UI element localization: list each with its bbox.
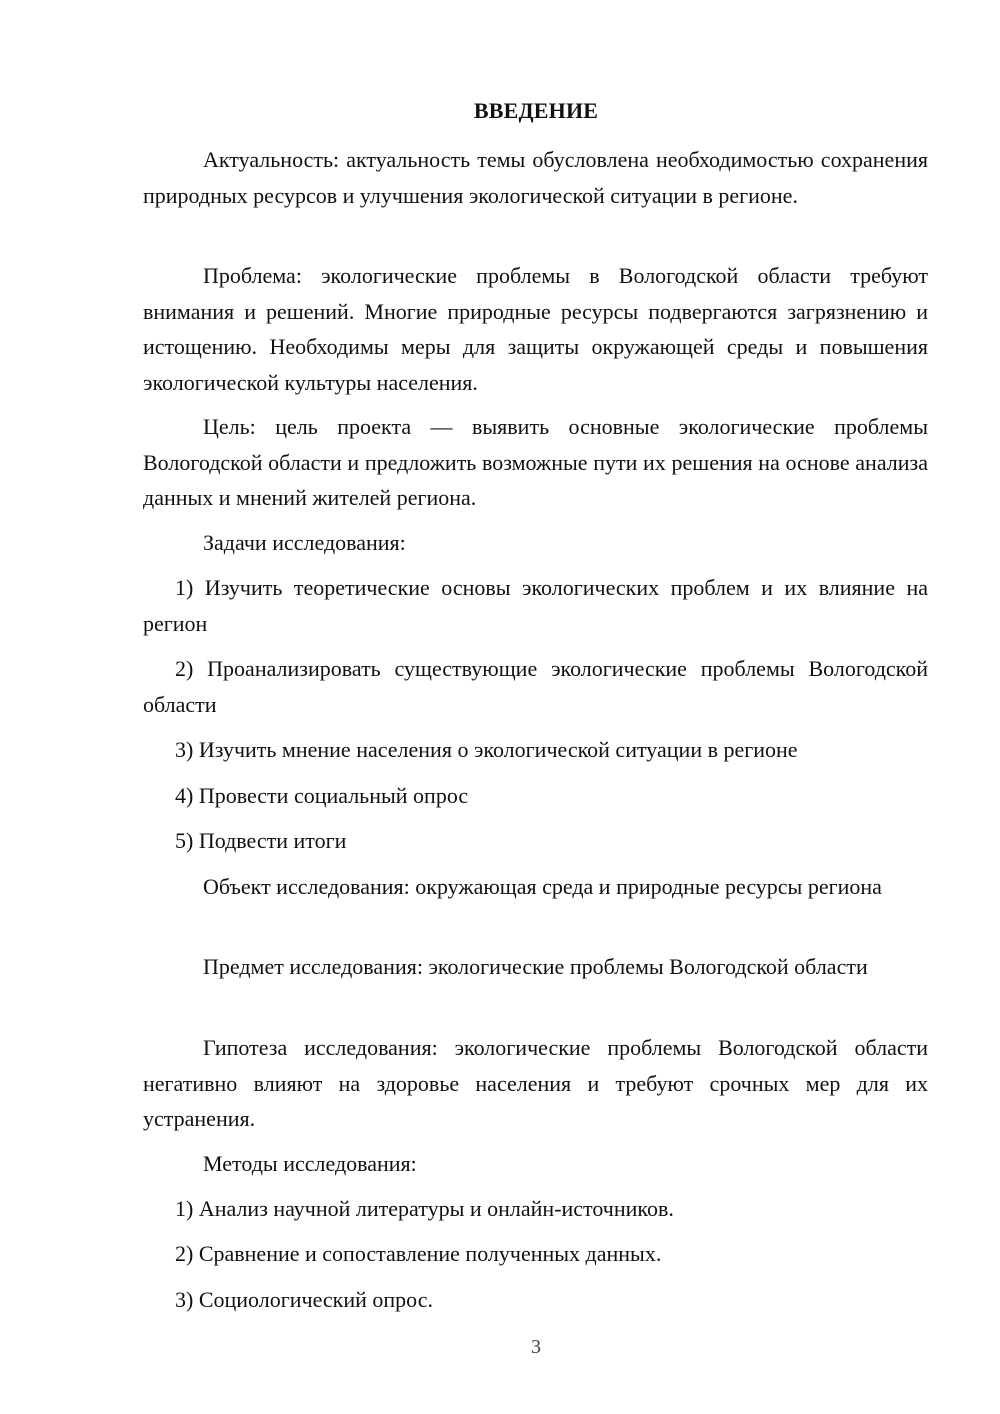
list-item-task-1: 1) Изучить теоретические основы экологических проблем и их влияние на регион [143, 575, 928, 636]
list-item-task-2: 2) Проанализировать существующие экологические проблемы Вологодской области [143, 656, 928, 717]
paragraph-problem: Проблема: экологические проблемы в Вологодской области требуют внимания и решений. Многие природные ресурсы подвергаются загрязнению и истощению. Необходимы меры для защиты окружающей среды и повышения экологической культуры населения. [143, 263, 928, 395]
list-item-task-3: 3) Изучить мнение населения о экологической ситуации в регионе [175, 737, 798, 762]
page-number: 3 [531, 1336, 541, 1358]
paragraph-object: Объект исследования: окружающая среда и природные ресурсы региона [203, 874, 882, 899]
paragraph-tasks-heading: Задачи исследования: [203, 530, 406, 555]
paragraph-methods-heading: Методы исследования: [203, 1151, 417, 1176]
paragraph-subject: Предмет исследования: экологические проблемы Вологодской области [203, 954, 868, 979]
list-item-method-2: 2) Сравнение и сопоставление полученных данных. [175, 1241, 662, 1266]
list-item-task-4: 4) Провести социальный опрос [175, 783, 469, 808]
page-title: ВВЕДЕНИЕ [473, 98, 599, 123]
list-item-method-1: 1) Анализ научной литературы и онлайн-источников. [175, 1196, 674, 1221]
paragraph-hypothesis: Гипотеза исследования: экологические проблемы Вологодской области негативно влияют на здоровье населения и требуют срочных мер для их устранения. [143, 1035, 928, 1131]
list-item-method-3: 3) Социологический опрос. [175, 1287, 433, 1312]
list-item-task-5: 5) Подвести итоги [175, 828, 347, 853]
paragraph-relevance: Актуальность: актуальность темы обусловлена необходимостью сохранения природных ресурсов и улучшения экологической ситуации в регионе. [143, 147, 928, 208]
paragraph-goal: Цель: цель проекта — выявить основные экологические проблемы Вологодской области и предложить возможные пути их решения на основе анализа данных и мнений жителей региона. [143, 414, 928, 510]
